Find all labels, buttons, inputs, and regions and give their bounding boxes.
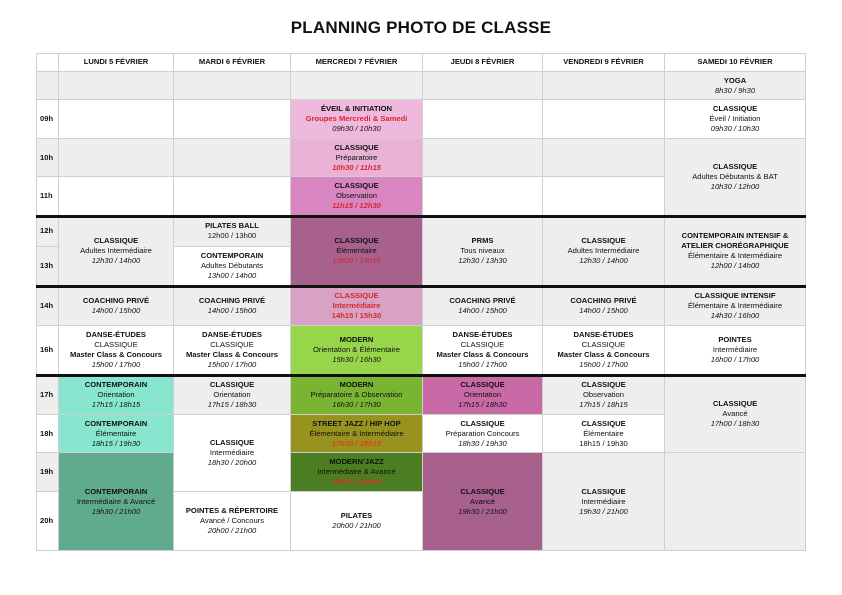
- event-time: 19h30 / 21h00: [579, 506, 628, 516]
- event-level: Éveil / Initiation: [709, 114, 761, 123]
- event-time: 15h00 / 17h00: [458, 360, 507, 369]
- event-mar-contemp-adultes: [174, 247, 291, 286]
- event-mar-pilates-ball: [174, 216, 291, 247]
- event-title: CLASSIQUE: [460, 486, 505, 496]
- separator-line: [36, 374, 806, 377]
- event-title: POINTES & RÉPERTOIRE: [185, 506, 279, 515]
- empty-cell: [59, 100, 174, 139]
- event-level: Élémentaire & Intermédiaire: [687, 250, 783, 260]
- event-title: COACHING PRIVÉ: [449, 295, 516, 305]
- event-sam-adultes: [665, 139, 806, 216]
- event-sam-eveil: [665, 100, 806, 139]
- schedule-grid: [36, 53, 806, 551]
- event-title-2: ATELIER CHORÉGRAPHIQUE: [681, 240, 789, 250]
- empty-cell: [543, 139, 665, 177]
- event-time: 13h00 / 14h00: [207, 271, 257, 280]
- event-title: CLASSIQUE: [334, 181, 379, 190]
- event-title: DANSE-ÉTUDES: [202, 330, 262, 339]
- event-title: CONTEMPORAIN INTENSIF &: [681, 230, 789, 240]
- empty-cell: [543, 100, 665, 139]
- event-title: CLASSIQUE INTENSIF: [694, 290, 776, 300]
- event-level: Élémentaire: [95, 428, 137, 438]
- event-level: Master Class & Concours: [557, 350, 650, 359]
- event-time: 17h15 / 18h15: [579, 399, 628, 409]
- event-title: CLASSIQUE: [581, 486, 626, 496]
- empty-cell: [665, 453, 806, 551]
- event-ven-adultes: [543, 216, 665, 286]
- empty-cell: [59, 177, 174, 216]
- event-time: 14h00 / 15h00: [458, 305, 507, 315]
- event-title: CLASSIQUE: [712, 104, 758, 113]
- empty-cell: [59, 72, 174, 100]
- event-level: Orientation: [97, 389, 135, 399]
- event-mer-street-jazz: [291, 415, 423, 453]
- event-level: Orientation: [213, 389, 251, 399]
- event-lun-adultes: [59, 216, 174, 286]
- event-level: Master Class & Concours: [436, 350, 529, 359]
- empty-cell: [423, 177, 543, 216]
- event-title: COACHING PRIVÉ: [82, 295, 150, 305]
- empty-cell: [291, 72, 423, 100]
- event-jeu-classique-orientation: [423, 375, 543, 415]
- header-mercredi: MERCREDI 7 FÉVRIER: [291, 53, 423, 72]
- event-title: CLASSIQUE: [581, 418, 626, 428]
- event-ven-classique-observation: [543, 375, 665, 415]
- event-level: Avancé / Concours: [199, 516, 265, 525]
- hour-label: 12h: [36, 216, 59, 247]
- event-time: 18h30 / 19h30: [458, 438, 507, 448]
- event-mer-pilates: [291, 492, 423, 551]
- event-time: 18h30 / 20h00: [207, 458, 257, 467]
- event-time: 09h30 / 10h30: [332, 124, 381, 133]
- event-sam-pointes: [665, 326, 806, 375]
- event-level: Adultes Débutants: [200, 261, 264, 270]
- event-level: Préparatoire & Observation: [310, 389, 403, 399]
- event-lun-contemp-elementaire: [59, 415, 174, 453]
- event-jeu-coaching: [423, 286, 543, 326]
- event-level: Intermédiaire: [581, 496, 626, 506]
- event-time: 14h15 / 15h30: [331, 310, 382, 320]
- event-title: DANSE-ÉTUDES: [452, 330, 513, 339]
- event-mar-danse-etudes: [174, 326, 291, 375]
- event-time: 14h00 / 15h00: [579, 305, 628, 315]
- event-lun-coaching: [59, 286, 174, 326]
- event-title: CLASSIQUE: [712, 162, 758, 171]
- hour-label: 20h: [36, 492, 59, 551]
- event-jeu-danse-etudes: [423, 326, 543, 375]
- event-title: CONTEMPORAIN: [84, 486, 148, 496]
- event-time: 20h00 / 21h00: [332, 521, 381, 530]
- event-time: 11h15 / 12h30: [332, 201, 381, 210]
- event-title: CLASSIQUE: [581, 379, 626, 389]
- event-ven-coaching: [543, 286, 665, 326]
- event-level: Avancé: [722, 408, 748, 418]
- header-lundi: LUNDI 5 FÉVRIER: [59, 53, 174, 72]
- hour-empty: [36, 72, 59, 100]
- event-title: CONTEMPORAIN: [84, 418, 148, 428]
- event-ven-classique-elementaire: [543, 415, 665, 453]
- event-sam-classique-avance: [665, 375, 806, 453]
- event-ven-classique-intermediaire: [543, 453, 665, 551]
- event-time: 15h00 / 17h00: [207, 360, 257, 369]
- event-level: Groupes Mercredi & Samedi: [305, 114, 408, 123]
- event-title: COACHING PRIVÉ: [570, 295, 637, 305]
- event-title: DANSE-ÉTUDES: [573, 330, 634, 339]
- event-mar-classique-orientation: [174, 375, 291, 415]
- empty-cell: [174, 100, 291, 139]
- event-sam-classique-intensif: [665, 286, 806, 326]
- event-time: 13h00 / 14h15: [332, 255, 381, 265]
- event-time: 19h30 / 21h00: [458, 506, 507, 516]
- header-mardi: MARDI 6 FÉVRIER: [174, 53, 291, 72]
- empty-cell: [174, 139, 291, 177]
- event-title: CLASSIQUE: [334, 142, 379, 152]
- event-title: STREET JAZZ / HIP HOP: [312, 418, 401, 428]
- hour-label: 11h: [36, 177, 59, 216]
- event-time: 18h15 / 19h30: [579, 438, 628, 448]
- event-time: 12h00 / 13h00: [207, 231, 257, 240]
- event-time: 17h15 / 18h30: [458, 399, 507, 409]
- event-time: 12h00 / 14h00: [710, 260, 760, 270]
- event-level: Élémentaire: [583, 428, 624, 438]
- event-jeu-classique-avance: [423, 453, 543, 551]
- header-corner: [36, 53, 59, 72]
- event-title: PRMS: [471, 235, 494, 245]
- header-samedi: SAMEDI 10 FÉVRIER: [665, 53, 806, 72]
- event-level: Orientation & Élémentaire: [313, 345, 400, 354]
- hour-label: 13h: [36, 247, 59, 286]
- event-mer-inter: [291, 286, 423, 326]
- event-mer-modern-1: [291, 326, 423, 375]
- event-title: PILATES: [340, 511, 373, 520]
- event-title: POINTES: [718, 335, 752, 344]
- event-sub: CLASSIQUE: [210, 340, 254, 349]
- event-lun-danse-etudes: [59, 326, 174, 375]
- event-level: Intermédiaire & Avancé: [76, 496, 156, 506]
- event-time: 15h00 / 17h00: [91, 360, 141, 369]
- event-time: 19h30 / 21h00: [91, 506, 141, 516]
- event-time: 17h30 / 18h15: [331, 438, 382, 448]
- event-mar-classique-intermediaire: [174, 415, 291, 492]
- separator-line: [36, 215, 806, 218]
- event-title: COACHING PRIVÉ: [198, 295, 266, 305]
- event-level: Élémentaire & Intermédiaire: [687, 300, 783, 310]
- event-level: Intermédiaire: [332, 300, 381, 310]
- event-time: 17h15 / 18h30: [207, 399, 257, 409]
- event-sub: CLASSIQUE: [94, 340, 138, 349]
- event-level: Élémentaire & Intermédiaire: [309, 428, 404, 438]
- event-mar-coaching: [174, 286, 291, 326]
- event-time: 12h30 / 14h00: [91, 255, 141, 265]
- header-jeudi: JEUDI 8 FÉVRIER: [423, 53, 543, 72]
- empty-cell: [543, 177, 665, 216]
- event-title: CONTEMPORAIN: [84, 379, 148, 389]
- hour-label: 09h: [36, 100, 59, 139]
- event-mar-pointes-repertoire: [174, 492, 291, 551]
- event-time: 14h00 / 15h00: [91, 305, 141, 315]
- event-time: 09h30 / 10h30: [710, 124, 760, 133]
- event-time: 15h00 / 17h00: [579, 360, 628, 369]
- event-time: 10h30 / 12h00: [710, 182, 760, 191]
- event-ven-danse-etudes: [543, 326, 665, 375]
- event-time: 15h30 / 16h30: [332, 355, 381, 364]
- empty-cell: [423, 72, 543, 100]
- event-title: MODERN'JAZZ: [329, 457, 384, 466]
- event-title: DANSE-ÉTUDES: [86, 330, 146, 339]
- event-level: Élémentaire: [336, 245, 377, 255]
- event-level: Orientation: [463, 389, 502, 399]
- header-vendredi: VENDREDI 9 FÉVRIER: [543, 53, 665, 72]
- event-time: 12h30 / 13h30: [458, 255, 507, 265]
- event-title: CLASSIQUE: [209, 438, 255, 447]
- event-lun-contemp-orientation: [59, 375, 174, 415]
- hour-label: 16h: [36, 326, 59, 375]
- event-level: Préparatoire: [335, 152, 378, 162]
- empty-cell: [423, 139, 543, 177]
- empty-cell: [59, 139, 174, 177]
- event-title: CLASSIQUE: [460, 418, 505, 428]
- event-level: Adultes Intermédiaire: [567, 245, 640, 255]
- event-mer-modern-2: [291, 375, 423, 415]
- hour-label: 14h: [36, 286, 59, 326]
- event-title: CLASSIQUE: [93, 235, 139, 245]
- event-title: CONTEMPORAIN: [200, 251, 264, 260]
- event-level: Observation: [583, 389, 624, 399]
- event-time: 16h00 / 17h00: [710, 355, 760, 364]
- event-time: 14h00 / 15h00: [207, 305, 257, 315]
- event-time: 14h30 / 16h00: [710, 310, 760, 320]
- event-mer-modern-jazz: [291, 453, 423, 492]
- event-title: CLASSIQUE: [712, 398, 758, 408]
- event-time: 10h30 / 11h15: [332, 162, 381, 172]
- event-level: Avancé: [469, 496, 496, 506]
- event-jeu-prms: [423, 216, 543, 286]
- empty-cell: [543, 72, 665, 100]
- event-title: YOGA: [723, 75, 747, 85]
- event-sub: CLASSIQUE: [460, 340, 505, 349]
- page-title: PLANNING PHOTO DE CLASSE: [290, 18, 552, 37]
- event-time: 16h30 / 17h30: [332, 399, 381, 409]
- event-level: Master Class & Concours: [186, 350, 278, 359]
- event-level: Tous niveaux: [460, 245, 505, 255]
- event-sam-yoga: [665, 72, 806, 100]
- event-title: ÉVEIL & INITIATION: [320, 104, 393, 113]
- event-title: CLASSIQUE: [581, 235, 626, 245]
- event-title: CLASSIQUE: [334, 290, 379, 300]
- event-level: Intermédiaire & Avancé: [317, 467, 396, 476]
- event-time: 8h30 / 9h30: [714, 85, 756, 95]
- event-level: Préparation Concours: [445, 428, 520, 438]
- empty-cell: [174, 72, 291, 100]
- event-mer-prepa: [291, 139, 423, 177]
- separator-line: [36, 285, 806, 288]
- hour-label: 10h: [36, 139, 59, 177]
- event-level: Master Class & Concours: [70, 350, 162, 359]
- event-level: Adultes Débutants & BAT: [692, 172, 778, 181]
- event-title: MODERN: [339, 335, 374, 344]
- event-sam-contemp-intensif: [665, 216, 806, 286]
- event-title: MODERN: [339, 379, 374, 389]
- event-title: CLASSIQUE: [460, 379, 505, 389]
- hour-label: 17h: [36, 375, 59, 415]
- event-lun-contemp-avance: [59, 453, 174, 551]
- hour-label: 18h: [36, 415, 59, 453]
- event-title: CLASSIQUE: [209, 379, 255, 389]
- event-time: 19h15 / 20h00: [331, 477, 382, 486]
- event-level: Observation: [336, 191, 377, 200]
- event-level: Intermédiaire: [209, 448, 255, 457]
- event-time: 20h00 / 21h00: [207, 526, 257, 535]
- event-time: 17h15 / 18h15: [91, 399, 141, 409]
- event-title: PILATES BALL: [205, 221, 259, 230]
- hour-label: 19h: [36, 453, 59, 492]
- empty-cell: [174, 177, 291, 216]
- event-title: CLASSIQUE: [334, 235, 379, 245]
- event-mer-eveil: [291, 100, 423, 139]
- event-time: 17h00 / 18h30: [710, 418, 760, 428]
- empty-cell: [423, 100, 543, 139]
- event-time: 12h30 / 14h00: [579, 255, 628, 265]
- event-time: 18h15 / 19h30: [91, 438, 141, 448]
- event-mer-obs: [291, 177, 423, 216]
- event-jeu-preparation-concours: [423, 415, 543, 453]
- event-level: Intermédiaire: [712, 345, 758, 354]
- event-level: Adultes Intermédiaire: [80, 245, 152, 255]
- event-sub: CLASSIQUE: [581, 340, 626, 349]
- event-mer-elem: [291, 216, 423, 286]
